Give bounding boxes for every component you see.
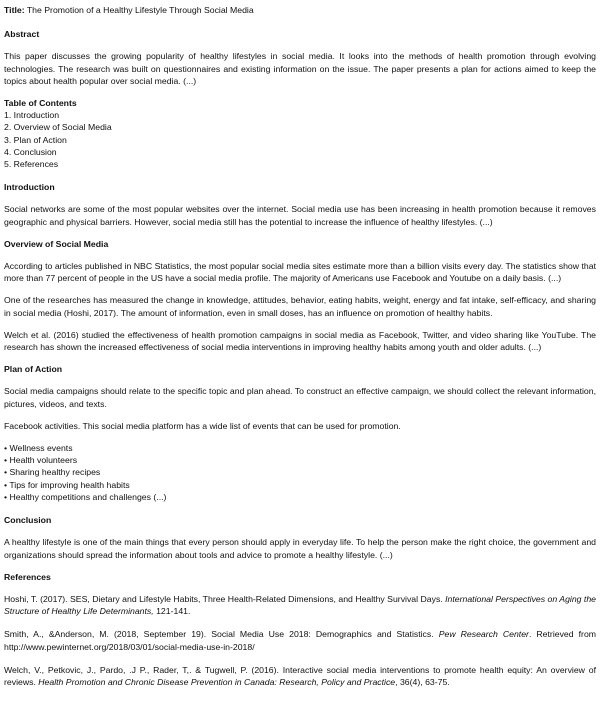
- reference-entry: [4, 628, 596, 652]
- toc-heading: Table of Contents: [4, 98, 77, 109]
- plan-bullet: • Tips for improving health habits: [4, 479, 596, 491]
- toc-item: 2. Overview of Social Media: [4, 122, 112, 133]
- plan-bullet: • Sharing healthy recipes: [4, 466, 596, 478]
- reference-text: Welch, V., Petkovic, J., Pardo, .J P., Rader, T,. & Tugwell, P. (2016). Interactive social media interventions to promote health equity: An overview of reviews.: [4, 664, 596, 687]
- toc-item: 3. Plan of Action: [4, 134, 67, 145]
- conclusion-heading: Conclusion: [4, 515, 52, 526]
- plan-bullet-list: [4, 442, 596, 503]
- title-text: The Promotion of a Healthy Lifestyle Through Social Media: [26, 5, 254, 15]
- document-title: [4, 4, 596, 16]
- reference-source: Pew Research Center: [438, 629, 529, 640]
- toc-item: 5. References: [4, 159, 59, 170]
- plan-paragraph: Social media campaigns should relate to the specific topic and plan ahead. To construct an effective campaign, we should collect the relevant information, pictures, videos, and texts.: [4, 386, 596, 409]
- toc-item: 4. Conclusion: [4, 146, 57, 157]
- abstract-heading: Abstract: [4, 29, 40, 40]
- overview-paragraph: According to articles published in NBC Statistics, the most popular social media sites estimate more than a billion visits every day. The statistics show that more than 77 percent of people in the US have a social media profile. The majority of Americans use Facebook and Youtube on a daily basis. (...): [4, 261, 596, 284]
- toc-list: [4, 109, 596, 170]
- abstract-text: This paper discusses the growing popularity of healthy lifestyles in social media. It looks into the methods of health promotion through evolving technologies. The research was built on questionnaires and existing information on the issue. The paper presents a plan for actions aimed to keep the topics about health popular over social media. (...): [4, 51, 596, 86]
- references-heading: References: [4, 571, 51, 582]
- overview-paragraph: Welch et al. (2016) studied the effectiveness of health promotion campaigns in social media as Facebook, Twitter, and video sharing like YouTube. The research has shown the increased effectiveness of social media interventions in improving healthy habits among youth and older adults. (...): [4, 329, 596, 353]
- plan-bullet: • Healthy competitions and challenges (...): [4, 491, 596, 503]
- overview-paragraph: One of the researches has measured the change in knowledge, attitudes, behavior, eating habits, weight, energy and fat intake, self-efficacy, and sharing in social media (Hoshi, 2017). The amount of information, even in small doses, has an influence on promotion of healthy habits.: [4, 295, 596, 318]
- plan-heading: Plan of Action: [4, 364, 63, 375]
- reference-text: . Retrieved from http://www.pewinternet.org/2018/03/01/social-media-use-in-2018/: [4, 629, 597, 652]
- toc-item: 1. Introduction: [4, 110, 60, 121]
- conclusion-text: A healthy lifestyle is one of the main things that every person should apply in everyday life. To help the person make the right choice, the government and organizations should spread the information about tools and advice to promote a healthy lifestyle. (...): [4, 537, 596, 560]
- reference-text: Hoshi, T. (2017). SES, Dietary and Lifestyle Habits, Three Health-Related Dimensions, and Healthy Survival Days.: [4, 593, 446, 604]
- overview-heading: Overview of Social Media: [4, 238, 109, 249]
- reference-source: Health Promotion and Chronic Disease Prevention in Canada: Research, Policy and Practice: [38, 676, 396, 687]
- reference-text: , 36(4), 63-75.: [395, 676, 450, 687]
- reference-text: Smith, A., &Anderson, M. (2018, September 19). Social Media Use 2018: Demographics and Statistics.: [4, 629, 439, 640]
- reference-text: 121-141.: [153, 606, 191, 617]
- plan-paragraph: Facebook activities. This social media platform has a wide list of events that can be used for promotion.: [4, 420, 401, 431]
- reference-entry: [4, 664, 596, 688]
- plan-bullet: • Wellness events: [4, 442, 596, 454]
- introduction-heading: Introduction: [4, 182, 55, 193]
- plan-bullet: • Health volunteers: [4, 454, 596, 466]
- reference-source: International Perspectives on Aging the Structure of Healthy Life Determinants,: [4, 593, 596, 617]
- title-label: Title:: [4, 5, 25, 15]
- introduction-text: Social networks are some of the most popular websites over the internet. Social media use has been increasing in health promotion because it removes geographic and physical barriers. However, social media still has the potential to increase the influence of healthy lifestyles. (...): [4, 204, 596, 227]
- reference-entry: [4, 593, 596, 617]
